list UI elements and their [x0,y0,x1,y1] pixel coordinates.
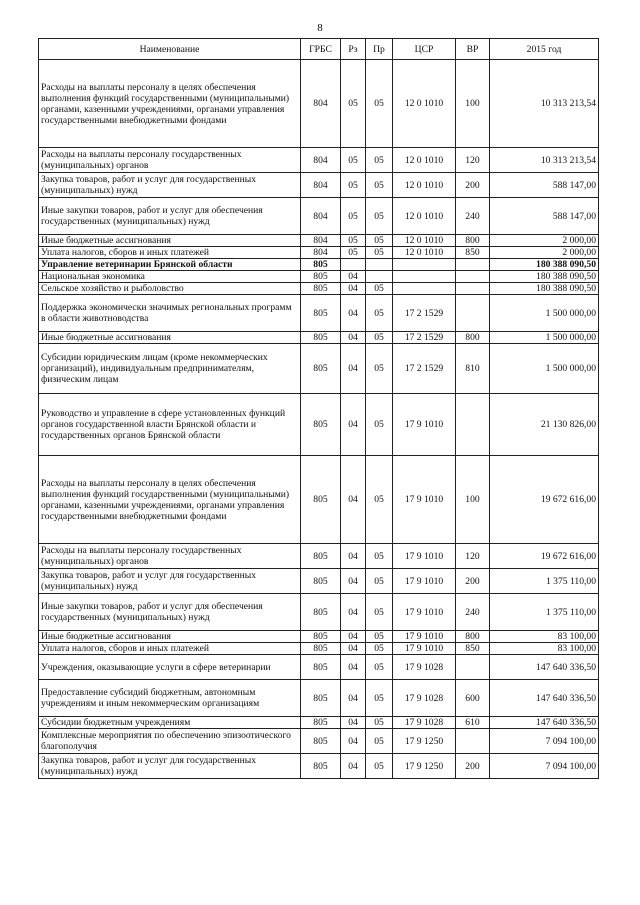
cell-name: Иные бюджетные ассигнования [39,631,301,643]
table-header-row [39,39,599,60]
cell-vr: 610 [456,717,490,729]
cell-rz: 05 [341,247,366,259]
cell-grbs: 805 [301,729,341,754]
cell-grbs: 804 [301,173,341,198]
cell-pr: 05 [366,643,393,655]
cell-rz: 04 [341,295,366,332]
cell-name: Субсидии бюджетным учреждениям [39,717,301,729]
cell-vr: 850 [456,247,490,259]
cell-csr: 12 0 1010 [393,247,456,259]
table-row [39,344,599,394]
cell-name: Национальная экономика [39,271,301,283]
cell-rz: 04 [341,456,366,544]
cell-pr: 05 [366,235,393,247]
cell-amount: 588 147,00 [490,198,599,235]
cell-grbs: 805 [301,344,341,394]
table-row [39,60,599,148]
cell-rz: 05 [341,198,366,235]
cell-csr: 17 9 1250 [393,754,456,779]
cell-vr: 100 [456,60,490,148]
cell-grbs: 805 [301,594,341,631]
cell-amount: 588 147,00 [490,173,599,198]
cell-grbs: 804 [301,235,341,247]
cell-grbs: 805 [301,259,341,271]
column-header-pr: Пр [366,39,393,60]
cell-pr: 05 [366,173,393,198]
cell-name: Предоставление субсидий бюджетным, автономным учреждениям и иным некоммерческим организациям [39,680,301,717]
cell-csr: 17 9 1250 [393,729,456,754]
cell-rz: 05 [341,235,366,247]
table-row [39,148,599,173]
cell-csr: 17 9 1028 [393,717,456,729]
cell-rz: 04 [341,283,366,295]
cell-vr: 100 [456,456,490,544]
column-header-rz: Рз [341,39,366,60]
cell-name: Сельское хозяйство и рыболовство [39,283,301,295]
cell-pr: 05 [366,198,393,235]
cell-vr [456,271,490,283]
cell-vr: 200 [456,754,490,779]
cell-csr: 17 2 1529 [393,295,456,332]
cell-grbs: 804 [301,247,341,259]
cell-vr: 120 [456,544,490,569]
cell-rz: 04 [341,594,366,631]
cell-csr: 17 9 1028 [393,680,456,717]
cell-name: Расходы на выплаты персоналу в целях обеспечения выполнения функций государственными (муниципальными) органами, казенными учреждениями, органами управления государственными внебюджетными фондами [39,60,301,148]
cell-rz: 04 [341,344,366,394]
cell-amount: 10 313 213,54 [490,60,599,148]
cell-pr: 05 [366,680,393,717]
cell-pr: 05 [366,332,393,344]
cell-rz: 04 [341,680,366,717]
cell-rz: 05 [341,173,366,198]
cell-pr: 05 [366,631,393,643]
cell-pr: 05 [366,295,393,332]
table-row [39,680,599,717]
column-header-csr: ЦСР [393,39,456,60]
cell-pr: 05 [366,729,393,754]
cell-amount: 19 672 616,00 [490,456,599,544]
cell-grbs: 805 [301,717,341,729]
cell-csr: 12 0 1010 [393,148,456,173]
cell-amount: 180 388 090,50 [490,271,599,283]
cell-amount: 1 500 000,00 [490,344,599,394]
cell-csr: 17 2 1529 [393,332,456,344]
cell-pr: 05 [366,544,393,569]
cell-vr [456,729,490,754]
cell-grbs: 805 [301,295,341,332]
table-row [39,717,599,729]
cell-grbs: 805 [301,332,341,344]
cell-amount: 2 000,00 [490,247,599,259]
cell-csr: 17 9 1010 [393,569,456,594]
cell-grbs: 804 [301,198,341,235]
cell-name: Субсидии юридическим лицам (кроме некоммерческих организаций), индивидуальным предпринимателям, физическим лицам [39,344,301,394]
cell-vr: 240 [456,594,490,631]
cell-grbs: 805 [301,456,341,544]
cell-pr: 05 [366,754,393,779]
cell-csr: 17 9 1010 [393,394,456,456]
cell-vr: 810 [456,344,490,394]
cell-pr [366,271,393,283]
cell-csr: 17 9 1010 [393,631,456,643]
cell-grbs: 805 [301,680,341,717]
cell-csr: 12 0 1010 [393,173,456,198]
cell-csr: 17 2 1529 [393,344,456,394]
cell-pr [366,259,393,271]
cell-name: Иные закупки товаров, работ и услуг для обеспечения государственных (муниципальных) нужд [39,198,301,235]
cell-vr: 800 [456,332,490,344]
cell-amount: 1 375 110,00 [490,594,599,631]
table-row [39,569,599,594]
cell-name: Закупка товаров, работ и услуг для государственных (муниципальных) нужд [39,754,301,779]
cell-grbs: 805 [301,394,341,456]
table-row [39,259,599,271]
cell-amount: 83 100,00 [490,631,599,643]
table-row [39,754,599,779]
table-row [39,655,599,680]
cell-name: Руководство и управление в сфере установленных функций органов государственной власти Брянской области и государственных органов Брянской области [39,394,301,456]
cell-csr: 17 9 1028 [393,655,456,680]
cell-amount: 21 130 826,00 [490,394,599,456]
cell-grbs: 805 [301,631,341,643]
table-row [39,544,599,569]
cell-csr [393,283,456,295]
cell-name: Поддержка экономически значимых региональных программ в области животноводства [39,295,301,332]
cell-name: Расходы на выплаты персоналу в целях обеспечения выполнения функций государственными (муниципальными) органами, казенными учреждениями, органами управления государственными внебюджетными фондами [39,456,301,544]
table-row [39,247,599,259]
budget-table [38,38,599,779]
table-row [39,271,599,283]
cell-vr: 600 [456,680,490,717]
cell-vr: 120 [456,148,490,173]
cell-grbs: 805 [301,569,341,594]
cell-csr: 17 9 1010 [393,643,456,655]
column-header-name: Наименование [39,39,301,60]
cell-vr [456,283,490,295]
cell-csr: 12 0 1010 [393,60,456,148]
cell-rz: 04 [341,332,366,344]
cell-csr: 17 9 1010 [393,544,456,569]
table-row [39,295,599,332]
cell-name: Комплексные мероприятия по обеспечению эпизоотического благополучия [39,729,301,754]
cell-pr: 05 [366,344,393,394]
cell-amount: 19 672 616,00 [490,544,599,569]
cell-pr: 05 [366,655,393,680]
cell-vr: 240 [456,198,490,235]
cell-rz: 04 [341,643,366,655]
cell-pr: 05 [366,717,393,729]
table-row [39,235,599,247]
table-row [39,456,599,544]
cell-vr [456,655,490,680]
table-row [39,198,599,235]
cell-amount: 1 375 110,00 [490,569,599,594]
column-header-vr: ВР [456,39,490,60]
cell-name: Учреждения, оказывающие услуги в сфере ветеринарии [39,655,301,680]
cell-name: Уплата налогов, сборов и иных платежей [39,643,301,655]
cell-name: Уплата налогов, сборов и иных платежей [39,247,301,259]
cell-grbs: 805 [301,283,341,295]
cell-rz [341,259,366,271]
cell-rz: 05 [341,148,366,173]
cell-grbs: 804 [301,148,341,173]
cell-amount: 147 640 336,50 [490,655,599,680]
cell-grbs: 804 [301,60,341,148]
column-header-grbs: ГРБС [301,39,341,60]
cell-rz: 04 [341,631,366,643]
cell-amount: 83 100,00 [490,643,599,655]
cell-pr: 05 [366,247,393,259]
cell-rz: 04 [341,655,366,680]
cell-grbs: 805 [301,655,341,680]
cell-pr: 05 [366,148,393,173]
cell-name: Иные бюджетные ассигнования [39,332,301,344]
table-row [39,631,599,643]
cell-name: Управление ветеринарии Брянской области [39,259,301,271]
cell-vr [456,295,490,332]
cell-rz: 04 [341,394,366,456]
table-row [39,173,599,198]
cell-name: Расходы на выплаты персоналу государственных (муниципальных) органов [39,544,301,569]
cell-rz: 04 [341,729,366,754]
cell-pr: 05 [366,456,393,544]
table-row [39,594,599,631]
cell-amount: 10 313 213,54 [490,148,599,173]
cell-grbs: 805 [301,271,341,283]
cell-vr: 200 [456,569,490,594]
cell-vr: 800 [456,631,490,643]
cell-amount: 180 388 090,50 [490,283,599,295]
cell-grbs: 805 [301,643,341,655]
cell-name: Расходы на выплаты персоналу государственных (муниципальных) органов [39,148,301,173]
cell-rz: 04 [341,569,366,594]
page-number: 8 [317,22,323,34]
cell-name: Закупка товаров, работ и услуг для государственных (муниципальных) нужд [39,569,301,594]
column-header-year: 2015 год [490,39,599,60]
cell-vr [456,394,490,456]
cell-pr: 05 [366,594,393,631]
cell-amount: 147 640 336,50 [490,680,599,717]
cell-csr: 17 9 1010 [393,594,456,631]
cell-rz: 05 [341,60,366,148]
cell-pr: 05 [366,283,393,295]
cell-amount: 147 640 336,50 [490,717,599,729]
cell-amount: 7 094 100,00 [490,729,599,754]
cell-rz: 04 [341,717,366,729]
cell-rz: 04 [341,754,366,779]
table-row [39,729,599,754]
table-row [39,394,599,456]
cell-grbs: 805 [301,544,341,569]
cell-csr: 17 9 1010 [393,456,456,544]
cell-csr: 12 0 1010 [393,198,456,235]
cell-vr [456,259,490,271]
cell-rz: 04 [341,271,366,283]
table-row [39,283,599,295]
cell-amount: 180 388 090,50 [490,259,599,271]
cell-amount: 1 500 000,00 [490,332,599,344]
table-row [39,643,599,655]
cell-name: Закупка товаров, работ и услуг для государственных (муниципальных) нужд [39,173,301,198]
cell-rz: 04 [341,544,366,569]
cell-grbs: 805 [301,754,341,779]
cell-vr: 850 [456,643,490,655]
cell-csr [393,271,456,283]
cell-pr: 05 [366,569,393,594]
cell-pr: 05 [366,394,393,456]
table-row [39,332,599,344]
cell-amount: 1 500 000,00 [490,295,599,332]
cell-vr: 800 [456,235,490,247]
cell-vr: 200 [456,173,490,198]
cell-csr: 12 0 1010 [393,235,456,247]
cell-name: Иные закупки товаров, работ и услуг для обеспечения государственных (муниципальных) нужд [39,594,301,631]
cell-amount: 7 094 100,00 [490,754,599,779]
cell-name: Иные бюджетные ассигнования [39,235,301,247]
cell-amount: 2 000,00 [490,235,599,247]
cell-pr: 05 [366,60,393,148]
cell-csr [393,259,456,271]
